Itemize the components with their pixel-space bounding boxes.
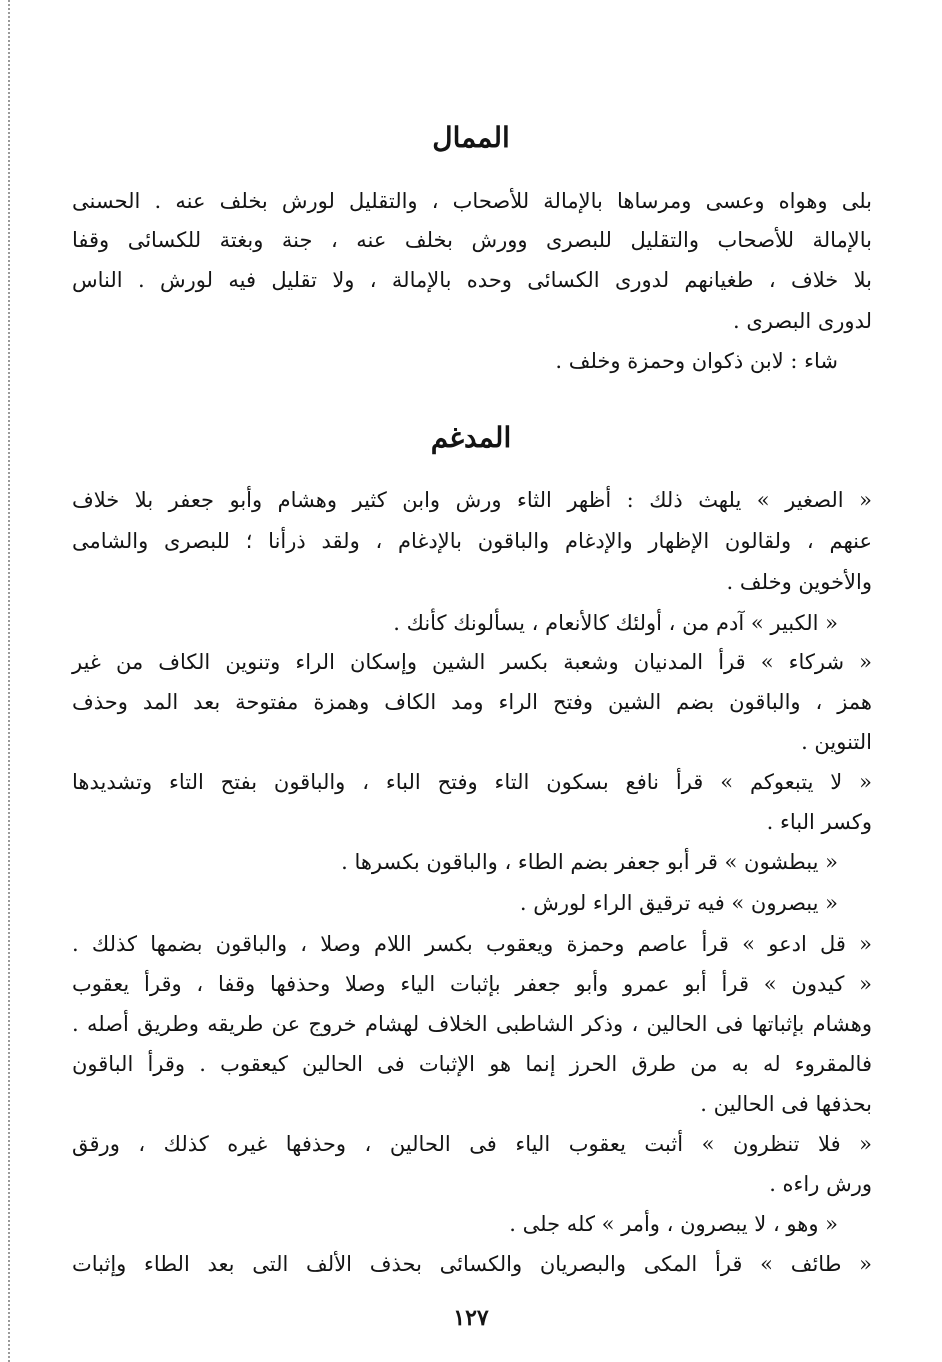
paragraph-line: « الكبير » آدم من ، أولئك كالأنعام ، يسألونك كأنك .	[393, 611, 838, 635]
paragraph-line: « وهو ، لا يبصرون ، وأمر » كله جلى .	[509, 1212, 838, 1236]
page-number: ١٢٧	[453, 1305, 489, 1331]
paragraph-line: والأخوين وخلف .	[726, 570, 872, 594]
paragraph-line: بلا خلاف ، طغيانهم لدورى الكسائى وحده بالإمالة ، ولا تقليل فيه لورش . الناس	[72, 268, 872, 292]
paragraph-line: « قل ادعو » قرأ عاصم وحمزة ويعقوب بكسر اللام وصلا ، والباقون بضمها كذلك .	[72, 932, 872, 956]
paragraph-line: « كيدون » قرأ أبو عمرو وأبو جعفر بإثبات الياء وصلا وحذفها وقفا ، وقرأ يعقوب	[72, 972, 872, 996]
paragraph-line: « لا يتبعوكم » قرأ نافع بسكون التاء وفتح الباء ، والباقون بفتح التاء وتشديدها	[72, 770, 872, 794]
paragraph-line: بحذفها فى الحالين .	[700, 1092, 872, 1116]
paragraph-line: همز ، والباقون بضم الشين وفتح الراء ومد الكاف وهمزة مفتوحة بعد المد وحذف	[72, 690, 872, 714]
paragraph-line: « فلا تنظرون » أثبت يعقوب الياء فى الحالين ، وحذفها غيره كذلك ، ورقق	[72, 1132, 872, 1156]
section-heading-mudgham: المدغم	[430, 421, 512, 454]
paragraph-line: شاء : لابن ذكوان وحمزة وخلف .	[555, 349, 838, 373]
paragraph-line: فالمقروء له به من طرق الحرز إنما هو الإثبات فى الحالين كيعقوب . وقرأ الباقون	[72, 1052, 872, 1076]
paragraph-line: عنهم ، ولقالون الإظهار والإدغام والباقون بالإدغام ، ولقد ذرأنا ؛ للبصرى والشامى	[72, 529, 872, 553]
paragraph-line: « يبطشون » قر أبو جعفر بضم الطاء ، والباقون بكسرها .	[341, 850, 838, 874]
paragraph-line: ورش راءه .	[769, 1172, 872, 1196]
paragraph-line: « شركاء » قرأ المدنيان وشعبة بكسر الشين وإسكان الراء وتنوين الكاف من غير	[72, 650, 872, 674]
paragraph-line: لدورى البصرى .	[733, 309, 872, 333]
paragraph-line: بلى وهواه وعسى ومرساها بالإمالة للأصحاب ، والتقليل لورش بخلف عنه . الحسنى	[72, 189, 872, 213]
section-heading-mumal: الممال	[432, 121, 510, 154]
paragraph-line: بالإمالة للأصحاب والتقليل للبصرى وورش بخلف عنه ، جنة وبغتة للكسائى وقفا	[72, 228, 872, 252]
paragraph-line: وهشام بإثباتها فى الحالين ، وذكر الشاطبى الخلاف لهشام خروج عن طريقه وطريق أصله .	[72, 1012, 872, 1036]
paragraph-line: التنوين .	[801, 730, 872, 754]
paragraph-line: « يبصرون » فيه ترقيق الراء لورش .	[519, 891, 838, 915]
paragraph-line: « طائف » قرأ المكى والبصريان والكسائى بحذف الألف التى بعد الطاء وإثبات	[72, 1252, 872, 1276]
paragraph-line: « الصغير » يلهث ذلك : أظهر الثاء ورش وابن كثير وهشام وأبو جعفر بلا خلاف	[72, 488, 872, 512]
paragraph-line: وكسر الباء .	[766, 810, 872, 834]
page-edge-dotted-rule	[8, 0, 10, 1362]
